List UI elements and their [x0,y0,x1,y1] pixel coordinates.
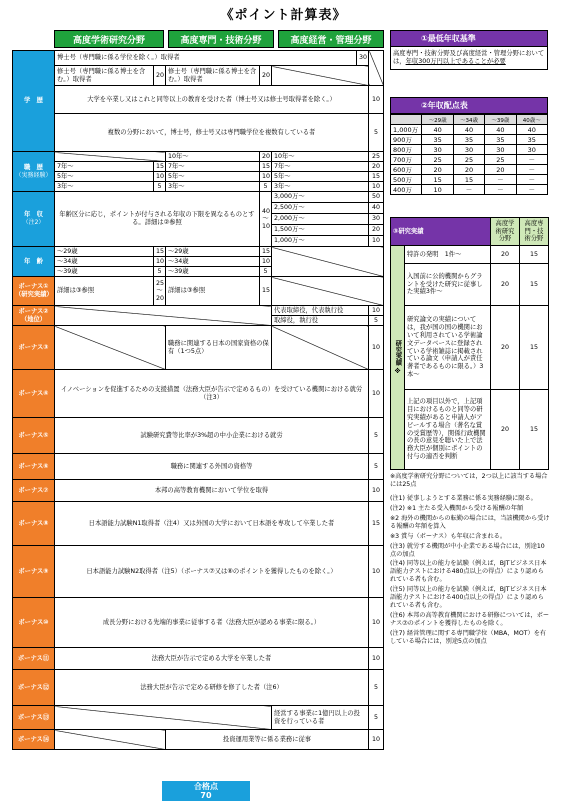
age-b-0: ～29歳 [166,247,260,257]
bonus-9-label: ボーナス⑨ [13,546,55,598]
work-b-pts: 20 [260,152,272,162]
age-pts: 10 [154,257,166,267]
bonus-14-pts: 10 [369,730,384,750]
work-a-1: 5年～ [55,172,154,182]
notes [390,473,550,648]
bonus-7-text: 本邦の高等教育機関において学位を取得 [55,480,369,502]
research-col-a: 高度学術研究分野 [491,218,520,246]
header-technical: 高度専門・技術分野 [168,30,274,48]
min-income-panel [390,30,548,70]
work-c-pts: 15 [369,172,384,182]
note: (注2) ※1 主たる受入機関から受ける報酬の年額 [390,504,524,512]
bonus-14-label: ボーナス⑭ [13,730,55,750]
work-b-pts: 15 [260,162,272,172]
income-c-pts: 30 [369,214,384,225]
label-age: 年 齢 [13,247,55,277]
note: (注3) 就労する機関が中小企業である場合には，別途10点の加点 [390,542,545,558]
bonus-11-label: ボーナス⑪ [13,648,55,670]
bonus-4-text: イノベーションを促進するための支援措置（法務大臣が告示で定めるもの）を受けている機関における就労（注3） [55,370,369,418]
note: (注1) 従事しようとする業務に係る実務経験に限る。 [390,494,537,502]
age-pts: 10 [260,257,272,267]
bonus-1-label: ボーナス①（研究実績） [13,277,55,306]
age-a-2: ～39歳 [55,267,154,277]
research-item: 上記の項目以外で，上記項目におけるものと同等の研究実績があると申請人がアピールする場合（著名な賞の受賞歴等），関係行政機関の長の意見を聴いた上で法務大臣が個別にポイントの付与の適否を判断 [405,390,491,470]
slash [272,277,384,306]
work-c-pts: 10 [369,182,384,192]
work-c-pts: 25 [369,152,384,162]
research-pts: 20 [491,390,520,470]
slash [369,51,384,86]
note: (注4) 同等以上の能力を試験（例えば，BJTビジネス日本語能力テストにおける480点以上の得点）により認められている者も含む。 [390,560,547,584]
bonus-3-text: 職務に関連する日本の国家資格の保有（1つ5点） [166,326,272,370]
bonus-13-label: ボーナス⑬ [13,706,55,730]
income-table: ～29歳 ～34歳 ～39歳 40歳～ 1,000万 40 40 40 40 900万 35 35 35 35 800万 30 30 30 30 700万 25 25 25 － 600万 20 20 20 － 500万 15 15 － － 400万 10 － － － [390,114,548,195]
work-a-pts: 5 [154,182,166,192]
position-a-pts: 10 [369,306,384,316]
slash [55,326,166,370]
position-b-pts: 5 [369,316,384,326]
research-b-pts: 15 [260,277,272,306]
note: (注5) 同等以上の能力を試験（例えば，BJTビジネス日本語能力テストにおける400点以上の得点）により認められている者も含む。 [390,586,547,610]
work-b-pts: 10 [260,172,272,182]
bonus-9-text: 日本語能力試験N2取得者（注5）（ボーナス⑦又は⑧のポイントを獲得したものを除く。） [55,546,369,598]
income-c-pts: 40 [369,203,384,214]
bonus-10-text: 成長分野における先端的事業に従事する者（法務大臣が認める事業に限る。） [55,598,369,648]
edu-university: 大学を卒業し又はこれと同等以上の教育を受けた者（博士号又は修士号取得者を除く。） [55,86,369,114]
bonus-10-pts: 10 [369,598,384,648]
research-pts: 15 [520,264,549,306]
bonus-8-label: ボーナス⑧ [13,502,55,546]
passing-score: 合格点 70 [162,781,250,801]
income-c-pts: 20 [369,225,384,236]
research-a-pts: 25 ～ 20 [154,277,166,306]
age-pts: 5 [260,267,272,277]
work-c-1: 7年～ [272,162,369,172]
bonus-13-text: 経営する事業に1億円以上の投資を行っている者 [272,706,369,730]
edu-master-a-pts: 20 [154,66,166,86]
income-c-0: 3,000万～ [272,192,369,203]
bonus-12-text: 法務大臣が告示で定める研修を修了した者（注6） [55,670,369,706]
bonus-3-pts: 10 [369,326,384,370]
age-pts: 15 [154,247,166,257]
position-a: 代表取締役，代表執行役 [272,306,369,316]
work-b-1: 7年～ [166,162,260,172]
age-a-0: ～29歳 [55,247,154,257]
research-pts: 20 [491,246,520,264]
note: ※3 賞与（ボーナス）も年収に含まれる。 [390,532,507,540]
bonus-6-text: 職務に関連する外国の資格等 [55,454,369,480]
bonus-7-label: ボーナス⑦ [13,480,55,502]
research-side: 研究実績 ※ [391,246,405,470]
research-col-b: 高度専門・技術分野 [520,218,549,246]
research-item: 入国前に公的機関からグラントを受けた研究に従事した実績3件～ [405,264,491,306]
income-ab-pts: 40 ～ 10 [260,192,272,247]
header-business: 高度経営・管理分野 [278,30,384,48]
page-title: 《ポイント計算表》 [220,8,347,23]
label-career: 職 歴 （実務経験） [13,152,55,192]
research-b: 詳細は③参照 [166,277,260,306]
edu-master-a: 修士号（専門職に係る博士を含む。）取得者 [55,66,154,86]
points-table [12,50,384,750]
edu-master-b: 修士号（専門職に係る博士を含む。）取得者 [166,66,260,86]
age-pts: 5 [154,267,166,277]
bonus-2-label: ボーナス②（地位） [13,306,55,326]
bonus-8-pts: 15 [369,502,384,546]
bonus-4-label: ボーナス④ [13,370,55,418]
note: ※2 海外の機関からの転勤の場合には，当該機関から受ける報酬の年額を算入 [390,514,550,530]
label-education: 学 歴 [13,51,55,152]
min-income-title: ①最低年収基準 [390,30,548,47]
work-c-3: 3年～ [272,182,369,192]
slash [272,66,369,86]
income-table-panel [390,97,548,195]
age-a-1: ～34歳 [55,257,154,267]
work-b-3: 3年～ [166,182,260,192]
edu-multi-pts: 5 [369,114,384,152]
slash [55,730,166,750]
research-table [390,217,549,470]
work-c-pts: 20 [369,162,384,172]
bonus-10-label: ボーナス⑩ [13,598,55,648]
research-pts: 15 [520,390,549,470]
edu-university-pts: 10 [369,86,384,114]
bonus-5-label: ボーナス⑤ [13,418,55,454]
income-c-pts: 10 [369,236,384,247]
income-c-1: 2,500万～ [272,203,369,214]
income-table-title: ②年収配点表 [390,97,548,114]
bonus-11-pts: 10 [369,648,384,670]
bonus-9-pts: 10 [369,546,384,598]
research-pts: 20 [491,264,520,306]
bonus-12-pts: 5 [369,670,384,706]
note: (注7) 経営管理に関する専門職学位（MBA，MOT）を有している場合には，別途5点の加点 [390,629,547,645]
work-b-2: 5年～ [166,172,260,182]
research-pts: 20 [491,306,520,390]
bonus-13-pts: 5 [369,706,384,730]
research-item: 特許の発明 1件～ [405,246,491,264]
income-c-2: 2,000万～ [272,214,369,225]
work-b-pts: 5 [260,182,272,192]
slash [272,326,369,370]
research-a: 詳細は③参照 [55,277,154,306]
min-income-text: 高度専門・技術分野及び高度経営・管理分野においては，年収300万円以上であることが必要 [390,47,548,70]
research-pts: 15 [520,306,549,390]
income-ab-text: 年齢区分に応じ，ポイントが付与される年収の下限を異なるものとする。詳細は②参照 [55,192,260,247]
age-pts: 15 [260,247,272,257]
income-c-4: 1,000万～ [272,236,369,247]
header-academic: 高度学術研究分野 [54,30,164,48]
age-b-2: ～39歳 [166,267,260,277]
slash [272,247,384,277]
work-c-0: 10年～ [272,152,369,162]
work-c-2: 5年～ [272,172,369,182]
bonus-3-label: ボーナス③ [13,326,55,370]
age-b-1: ～34歳 [166,257,260,267]
income-c-3: 1,500万～ [272,225,369,236]
bonus-5-text: 試験研究費等比率が3%超の中小企業における就労 [55,418,369,454]
bonus-11-text: 法務大臣が告示で定める大学を卒業した者 [55,648,369,670]
position-b: 取締役，執行役 [272,316,369,326]
bonus-6-label: ボーナス⑥ [13,454,55,480]
bonus-6-pts: 5 [369,454,384,480]
research-footnote: ※高度学術研究分野については，2つ以上に該当する場合には25点 [390,473,548,488]
work-b-0: 10年～ [166,152,260,162]
slash [55,306,272,326]
slash [55,706,272,730]
edu-master-b-pts: 20 [260,66,272,86]
note: (注6) 本邦の高等教育機関における研修については，ボーナス⑦のポイントを獲得したものを除く。 [390,612,550,627]
bonus-8-text: 日本語能力試験N1取得者（注4）又は外国の大学において日本語を専攻して卒業した者 [55,502,369,546]
bonus-5-pts: 5 [369,418,384,454]
research-title: ③研究実績 [391,218,491,246]
edu-multi: 複数の分野において，博士号，修士号又は専門職学位を複数有している者 [55,114,369,152]
label-income: 年 収 （注2） [13,192,55,247]
research-pts: 15 [520,246,549,264]
work-a-2: 3年～ [55,182,154,192]
income-c-pts: 50 [369,192,384,203]
bonus-12-label: ボーナス⑫ [13,670,55,706]
bonus-4-pts: 10 [369,370,384,418]
work-a-0: 7年～ [55,162,154,172]
slash [55,152,166,162]
edu-doctor: 博士号（専門職に係る学位を除く。）取得者 [55,51,357,66]
work-a-pts: 10 [154,172,166,182]
edu-doctor-pts: 30 [357,51,369,66]
bonus-14-text: 投資運用業等に係る業務に従事 [166,730,369,750]
work-a-pts: 15 [154,162,166,172]
research-item: 研究論文の実績については，我が国の国の機関において利用されている学術論文データベースに登録されている学術雑誌に掲載されている論文（申請人が責任著者であるものに限る。）3本～ [405,306,491,390]
bonus-7-pts: 10 [369,480,384,502]
